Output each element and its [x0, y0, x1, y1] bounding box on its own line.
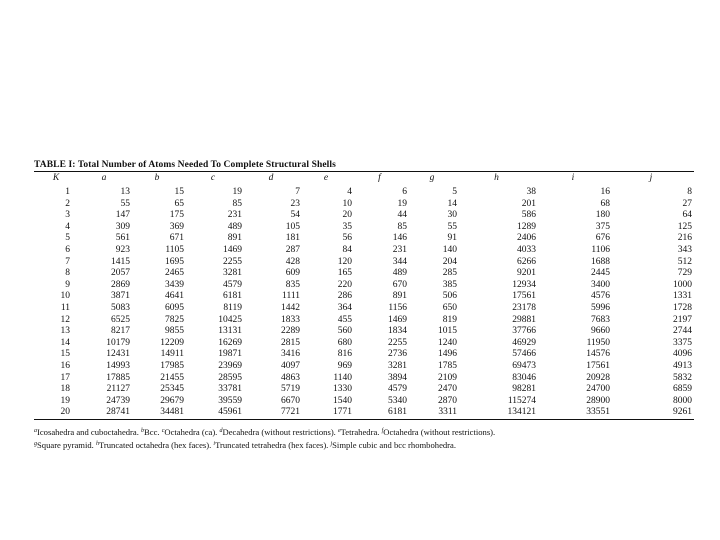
- table-cell: 25345: [160, 384, 184, 395]
- table-row: [34, 326, 692, 338]
- table-cell: 455: [337, 314, 352, 325]
- table-cell: 9261: [673, 407, 692, 418]
- table-cell: 650: [442, 302, 457, 313]
- footnote-mark: h: [95, 440, 99, 447]
- table-cell: 15: [60, 349, 70, 360]
- column-header-a: a: [101, 173, 107, 183]
- table-cell: 2197: [673, 314, 692, 325]
- table-cell: 2289: [281, 326, 300, 337]
- table-cell: 146: [392, 233, 407, 244]
- table-cell: 2736: [388, 349, 407, 360]
- table-row: [34, 245, 692, 257]
- table-cell: 19: [232, 187, 242, 197]
- table-cell: 14993: [106, 360, 130, 371]
- column-header-e: e: [323, 173, 329, 183]
- footnote-mark: j: [330, 440, 333, 447]
- footnote-mark: i: [213, 440, 216, 447]
- table-cell: 17: [60, 372, 70, 383]
- table-cell: 1289: [517, 221, 536, 232]
- footnote-mark: e: [337, 427, 341, 434]
- table-cell: 85: [232, 198, 242, 209]
- table-cell: 1442: [281, 302, 300, 313]
- table-cell: 6266: [517, 256, 536, 267]
- table-cell: 125: [677, 221, 692, 232]
- table-cell: 33781: [218, 384, 242, 395]
- table-cell: 286: [337, 291, 352, 302]
- table-cell: 16: [60, 360, 70, 371]
- table-cell: 8: [65, 268, 70, 279]
- table-cell: 12431: [106, 349, 130, 360]
- footnote-mark: d: [219, 427, 223, 434]
- column-header-k: K: [52, 173, 60, 183]
- table-cell: 385: [442, 279, 457, 290]
- table-cell: 923: [115, 244, 130, 255]
- table-row: [34, 233, 692, 245]
- table-cell: 1771: [333, 407, 352, 418]
- footnote-text: Decahedra (without restrictions).: [222, 426, 338, 437]
- table-cell: 1330: [333, 384, 352, 395]
- table-cell: 561: [115, 233, 130, 244]
- table-cell: 9660: [591, 326, 610, 337]
- table-cell: 4913: [673, 360, 692, 371]
- table-cell: 1106: [591, 244, 610, 255]
- table-cell: 180: [595, 210, 610, 221]
- table-cell: 7825: [165, 314, 184, 325]
- bottom-rule: [34, 419, 694, 420]
- table-cell: 98281: [512, 384, 536, 395]
- table-cell: 17561: [512, 291, 536, 302]
- footnote-line-1: [34, 425, 694, 438]
- table-cell: 68: [600, 198, 610, 209]
- table-cell: 4579: [223, 279, 242, 290]
- table-cell: 9: [65, 279, 70, 290]
- document-table-region: [34, 160, 694, 451]
- table-cell: 46929: [512, 337, 536, 348]
- table-cell: 23178: [512, 302, 536, 313]
- table-cell: 4: [65, 221, 70, 232]
- table-row: [34, 396, 692, 408]
- table-cell: 7: [65, 256, 70, 267]
- table-cell: 1785: [438, 360, 457, 371]
- table-cell: 586: [521, 210, 536, 221]
- table-cell: 13: [120, 187, 130, 197]
- table-cell: 5719: [281, 384, 300, 395]
- table-row: [34, 407, 692, 419]
- table-cell: 676: [595, 233, 610, 244]
- table-cell: 2815: [281, 337, 300, 348]
- table-cell: 105: [285, 221, 300, 232]
- table-cell: 14: [60, 337, 70, 348]
- table-cell: 835: [285, 279, 300, 290]
- table-cell: 8217: [111, 326, 130, 337]
- table-cell: 28595: [218, 372, 242, 383]
- footnote-mark: c: [161, 427, 165, 434]
- table-cell: 2255: [388, 337, 407, 348]
- table-cell: 4579: [388, 384, 407, 395]
- table-cell: 670: [392, 279, 407, 290]
- table-cell: 5340: [388, 395, 407, 406]
- table-cell: 4576: [591, 291, 610, 302]
- table-cell: 2465: [165, 268, 184, 279]
- table-cell: 231: [392, 244, 407, 255]
- table-cell: 3439: [165, 279, 184, 290]
- table-cell: 3281: [223, 268, 242, 279]
- table-cell: 6859: [673, 384, 692, 395]
- table-cell: 45961: [218, 407, 242, 418]
- table-cell: 1240: [438, 337, 457, 348]
- table-cell: 891: [227, 233, 242, 244]
- table-cell: 204: [442, 256, 457, 267]
- table-row: [34, 384, 692, 396]
- table-cell: 64: [682, 210, 692, 221]
- table-cell: 38: [526, 187, 536, 197]
- table-cell: 115274: [507, 395, 536, 406]
- table-cell: 489: [392, 268, 407, 279]
- table-cell: 231: [227, 210, 242, 221]
- table-cell: 9855: [165, 326, 184, 337]
- table-cell: 120: [337, 256, 352, 267]
- table-cell: 1156: [388, 302, 407, 313]
- table-cell: 3871: [111, 291, 130, 302]
- table-row: [34, 222, 692, 234]
- footnote-text: Truncated octahedra (hex faces).: [98, 439, 214, 450]
- table-cell: 19: [60, 395, 70, 406]
- table-cell: 1331: [673, 291, 692, 302]
- table-cell: 14: [447, 198, 457, 209]
- table-cell: 16269: [218, 337, 242, 348]
- table-cell: 34481: [160, 407, 184, 418]
- table-cell: 5: [452, 187, 457, 197]
- table-cell: 13131: [218, 326, 242, 337]
- table-cell: 220: [337, 279, 352, 290]
- footnote-mark: f: [381, 427, 384, 434]
- column-header-g: g: [429, 173, 435, 183]
- footnote-line-2: [34, 438, 694, 451]
- table-cell: 15: [174, 187, 184, 197]
- table-cell: 3400: [591, 279, 610, 290]
- table-cell: 33551: [586, 407, 610, 418]
- table-cell: 1695: [165, 256, 184, 267]
- table-cell: 680: [337, 337, 352, 348]
- table-cell: 21455: [160, 372, 184, 383]
- table-cell: 1540: [333, 395, 352, 406]
- table-cell: 5832: [673, 372, 692, 383]
- table-cell: 11: [60, 302, 70, 313]
- table-row: [34, 291, 692, 303]
- table-cell: 1688: [591, 256, 610, 267]
- table-cell: 375: [595, 221, 610, 232]
- table-cell: 2445: [591, 268, 610, 279]
- table-cell: 134121: [507, 407, 536, 418]
- table-row: [34, 373, 692, 385]
- column-header-i: i: [571, 173, 575, 183]
- table-cell: 287: [285, 244, 300, 255]
- table-cell: 6181: [388, 407, 407, 418]
- table-cell: 69473: [512, 360, 536, 371]
- table-cell: 2: [65, 198, 70, 209]
- footnotes: [34, 425, 694, 451]
- table-row: [34, 349, 692, 361]
- table-cell: 1111: [282, 291, 300, 302]
- column-header-h: h: [494, 173, 499, 183]
- table-cell: 35: [342, 221, 352, 232]
- table-cell: 506: [442, 291, 457, 302]
- table-cell: 3: [65, 210, 70, 221]
- table-row: [34, 199, 692, 211]
- table-cell: 7721: [281, 407, 300, 418]
- table-row: [34, 257, 692, 269]
- table-cell: 10: [342, 198, 352, 209]
- table-cell: 891: [392, 291, 407, 302]
- table-cell: 6181: [223, 291, 242, 302]
- table-cell: 309: [115, 221, 130, 232]
- table-row: [34, 303, 692, 315]
- table-cell: 11950: [586, 337, 610, 348]
- table-cell: 2870: [438, 395, 457, 406]
- table-cell: 3894: [388, 372, 407, 383]
- table-cell: 4: [347, 187, 352, 197]
- table-cell: 28741: [106, 407, 130, 418]
- table-cell: 14576: [586, 349, 610, 360]
- table-cell: 1469: [388, 314, 407, 325]
- table-cell: 56: [342, 233, 352, 244]
- table-cell: 344: [392, 256, 407, 267]
- footnote-text: Bcc.: [144, 426, 162, 437]
- table-cell: 175: [169, 210, 184, 221]
- table-cell: 428: [285, 256, 300, 267]
- table-cell: 20: [342, 210, 352, 221]
- table-cell: 2255: [223, 256, 242, 267]
- table-cell: 1015: [438, 326, 457, 337]
- table-cell: 2406: [517, 233, 536, 244]
- table-cell: 8: [687, 187, 692, 197]
- table-cell: 12: [60, 314, 70, 325]
- table-cell: 8119: [223, 302, 242, 313]
- table-cell: 7: [295, 187, 300, 197]
- table-cell: 17985: [160, 360, 184, 371]
- table-cell: 29881: [512, 314, 536, 325]
- table-cell: 16: [600, 187, 610, 197]
- footnote-text: Simple cubic and bcc rhombohedra.: [332, 439, 457, 450]
- table-cell: 2869: [111, 279, 130, 290]
- table-cell: 13: [60, 326, 70, 337]
- table-caption: TABLE I: Total Number of Atoms Needed To Complete Structural Shells: [34, 160, 336, 170]
- table-cell: 19: [397, 198, 407, 209]
- table-cell: 24739: [106, 395, 130, 406]
- table-cell: 24700: [586, 384, 610, 395]
- table-cell: 1728: [673, 302, 692, 313]
- table-cell: 83046: [512, 372, 536, 383]
- table-cell: 2744: [673, 326, 692, 337]
- column-header-f: f: [378, 173, 381, 183]
- column-header-j: j: [649, 173, 653, 183]
- table-cell: 364: [337, 302, 352, 313]
- table-cell: 1000: [673, 279, 692, 290]
- table-cell: 285: [442, 268, 457, 279]
- table-cell: 2057: [111, 268, 130, 279]
- table-cell: 6525: [111, 314, 130, 325]
- table-cell: 512: [677, 256, 692, 267]
- table-cell: 7683: [591, 314, 610, 325]
- table-cell: 30: [447, 210, 457, 221]
- footnote-text: Tetrahedra.: [340, 426, 382, 437]
- footnote-text: Square pyramid.: [37, 439, 96, 450]
- table-cell: 55: [120, 198, 130, 209]
- table-cell: 19871: [218, 349, 242, 360]
- table-cell: 5996: [591, 302, 610, 313]
- table-cell: 6670: [281, 395, 300, 406]
- table-cell: 12934: [512, 279, 536, 290]
- table-cell: 819: [442, 314, 457, 325]
- shell-table: [34, 172, 692, 419]
- table-cell: 14911: [160, 349, 184, 360]
- table-cell: 21127: [106, 384, 130, 395]
- table-row: [34, 315, 692, 327]
- table-body: [34, 185, 692, 419]
- table-cell: 4863: [281, 372, 300, 383]
- table-cell: 2470: [438, 384, 457, 395]
- table-cell: 3375: [673, 337, 692, 348]
- table-cell: 489: [227, 221, 242, 232]
- table-cell: 20: [60, 407, 70, 418]
- table-cell: 37766: [512, 326, 536, 337]
- table-cell: 6095: [165, 302, 184, 313]
- table-cell: 28900: [586, 395, 610, 406]
- table-cell: 1834: [388, 326, 407, 337]
- table-row: [34, 185, 692, 199]
- footnote-mark: a: [34, 427, 37, 434]
- table-cell: 969: [337, 360, 352, 371]
- table-cell: 5083: [111, 302, 130, 313]
- table-row: [34, 361, 692, 373]
- column-header-d: d: [268, 173, 274, 183]
- table-cell: 3281: [388, 360, 407, 371]
- table-cell: 1105: [165, 244, 184, 255]
- header-row: [34, 172, 692, 185]
- table-cell: 10: [60, 291, 70, 302]
- footnote-text: Octahedra (ca).: [164, 426, 220, 437]
- table-cell: 369: [169, 221, 184, 232]
- table-cell: 201: [521, 198, 536, 209]
- table-cell: 27: [682, 198, 692, 209]
- table-cell: 91: [447, 233, 457, 244]
- table-cell: 1: [65, 187, 70, 197]
- table-cell: 29679: [160, 395, 184, 406]
- table-cell: 9201: [517, 268, 536, 279]
- table-cell: 147: [115, 210, 130, 221]
- table-row: [34, 280, 692, 292]
- table-cell: 10425: [218, 314, 242, 325]
- table-cell: 23969: [218, 360, 242, 371]
- table-cell: 12209: [160, 337, 184, 348]
- table-cell: 23: [290, 198, 300, 209]
- table-cell: 671: [169, 233, 184, 244]
- column-header-b: b: [154, 173, 160, 183]
- table-cell: 54: [290, 210, 300, 221]
- table-cell: 181: [285, 233, 300, 244]
- table-cell: 216: [677, 233, 692, 244]
- footnote-mark: g: [34, 440, 37, 447]
- table-cell: 1415: [111, 256, 130, 267]
- table-cell: 1140: [333, 372, 352, 383]
- table-cell: 4097: [281, 360, 300, 371]
- table-cell: 18: [60, 384, 70, 395]
- table-cell: 17885: [106, 372, 130, 383]
- table-cell: 4033: [517, 244, 536, 255]
- table-cell: 140: [442, 244, 457, 255]
- table-cell: 2109: [438, 372, 457, 383]
- table-row: [34, 338, 692, 350]
- table-row: [34, 268, 692, 280]
- table-cell: 3311: [438, 407, 457, 418]
- table-cell: 560: [337, 326, 352, 337]
- table-cell: 6: [65, 244, 70, 255]
- table-cell: 65: [174, 198, 184, 209]
- table-cell: 165: [337, 268, 352, 279]
- table-cell: 343: [677, 244, 692, 255]
- table-cell: 84: [342, 244, 352, 255]
- table-cell: 3416: [281, 349, 300, 360]
- table-cell: 609: [285, 268, 300, 279]
- table-row: [34, 210, 692, 222]
- footnote-text: Truncated tetrahedra (hex faces).: [215, 439, 331, 450]
- table-cell: 1833: [281, 314, 300, 325]
- table-cell: 44: [397, 210, 407, 221]
- table-cell: 4096: [673, 349, 692, 360]
- table-cell: 8000: [673, 395, 692, 406]
- table-cell: 6: [402, 187, 407, 197]
- table-cell: 10179: [106, 337, 130, 348]
- table-cell: 816: [337, 349, 352, 360]
- table-cell: 1496: [438, 349, 457, 360]
- footnote-mark: b: [141, 427, 145, 434]
- footnote-text: Icosahedra and cuboctahedra.: [37, 426, 142, 437]
- table-cell: 39559: [218, 395, 242, 406]
- table-cell: 5: [65, 233, 70, 244]
- table-cell: 55: [447, 221, 457, 232]
- table-cell: 1469: [223, 244, 242, 255]
- table-cell: 20928: [586, 372, 610, 383]
- table-cell: 85: [397, 221, 407, 232]
- footnote-text: Octahedra (without restrictions).: [383, 426, 496, 437]
- table-cell: 17561: [586, 360, 610, 371]
- table-cell: 729: [677, 268, 692, 279]
- table-cell: 57466: [512, 349, 536, 360]
- table-cell: 4641: [165, 291, 184, 302]
- column-header-c: c: [210, 173, 216, 183]
